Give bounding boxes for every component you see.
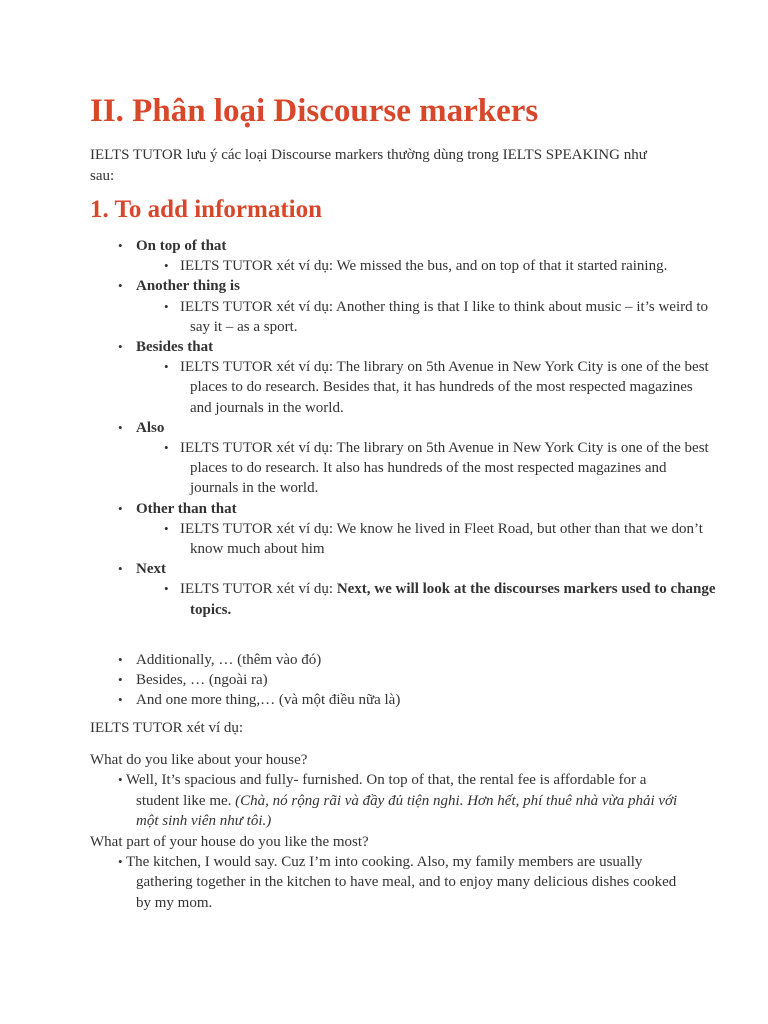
list-item (116, 256, 716, 276)
bullet-icon: • (164, 520, 169, 536)
marker-name: Other than that (136, 500, 237, 517)
question: What do you like about your house? (90, 752, 308, 768)
marker-example: IELTS TUTOR xét ví dụ: We know he lived in Fleet Road, but other than that we don’t know much about him (180, 520, 703, 558)
list-item (116, 650, 716, 670)
phrase-text: Besides, … (ngoài ra) (136, 672, 268, 688)
list-item (116, 418, 716, 438)
list-item (116, 690, 716, 710)
list-item (116, 670, 716, 690)
bullet-icon: • (118, 238, 123, 253)
list-item (116, 438, 716, 499)
list-item (116, 519, 716, 559)
bullet-icon: • (118, 339, 123, 355)
bullet-icon: • (118, 854, 123, 870)
question: What part of your house do you like the most? (90, 833, 369, 850)
phrase-text: And one more thing,… (và một điều nữa là) (136, 692, 401, 708)
answer (90, 770, 690, 831)
bullet-icon: • (118, 278, 123, 294)
list-item (116, 236, 716, 256)
bullet-icon: • (118, 692, 123, 707)
list-item (116, 559, 716, 579)
bullet-icon: • (118, 652, 123, 667)
marker-example: IELTS TUTOR xét ví dụ: Another thing is that I like to think about music – it’s weird to say it – as a sport. (180, 298, 709, 335)
example-bold: Next, we will look at the discourses markers used to change topics. (190, 581, 716, 618)
bullet-icon: • (118, 772, 123, 788)
qa-block (90, 750, 690, 913)
answer (90, 852, 690, 913)
markers-list (116, 236, 716, 620)
bullet-icon: • (164, 581, 169, 597)
answer-text: Well, It’s spacious and fully- furnished. On top of that, the rental fee is affordable for a student like me. (126, 772, 647, 809)
answer-translation: (Chà, nó rộng rãi và đầy đủ tiện nghi. Hơn hết, phí thuê nhà vừa phải với một sinh viên như tôi.) (136, 792, 678, 830)
example-prefix: IELTS TUTOR xét ví dụ: (180, 581, 337, 598)
bullet-icon: • (164, 440, 169, 456)
bullet-icon: • (118, 672, 123, 687)
phrases-list (116, 650, 716, 710)
bullet-icon: • (118, 500, 123, 516)
list-item (116, 499, 716, 519)
marker-example: IELTS TUTOR xét ví dụ: The library on 5th Avenue in New York City is one of the best places to do research. It also has hundreds of the most respected magazines and journals in the world. (180, 440, 709, 497)
marker-name: On top of that (136, 238, 227, 254)
marker-name: Another thing is (136, 278, 240, 295)
marker-name: Besides that (136, 339, 214, 356)
list-item (116, 276, 716, 296)
marker-example: IELTS TUTOR xét ví dụ: We missed the bus, and on top of that it started raining. (180, 258, 668, 275)
phrase-text: Additionally, … (thêm vào đó) (136, 652, 322, 668)
bullet-icon: • (118, 419, 123, 435)
bullet-icon: • (164, 359, 169, 375)
list-item (116, 337, 716, 357)
list-item (116, 579, 716, 619)
list-item (116, 297, 716, 337)
example-label: IELTS TUTOR xét ví dụ: (90, 720, 244, 736)
marker-example: IELTS TUTOR xét ví dụ: The library on 5th Avenue in New York City is one of the best places to do research. Besides that, it has hundreds of the most respected magazines and journals in the world. (180, 359, 709, 416)
marker-name: Next (136, 561, 166, 578)
section-heading: 1. To add information (90, 196, 323, 223)
list-item (116, 357, 716, 418)
bullet-icon: • (164, 258, 169, 274)
marker-example (180, 579, 716, 619)
answer-text: The kitchen, I would say. Cuz I’m into cooking. Also, my family members are usually gathering together in the kitchen to have meal, and to enjoy many delicious dishes cooked by my mom. (126, 854, 677, 911)
marker-name: Also (136, 419, 165, 436)
page-title: II. Phân loại Discourse markers (90, 93, 539, 129)
intro-paragraph: IELTS TUTOR lưu ý các loại Discourse markers thường dùng trong IELTS SPEAKING như sau: (90, 147, 647, 184)
bullet-icon: • (164, 298, 169, 314)
bullet-icon: • (118, 561, 123, 577)
